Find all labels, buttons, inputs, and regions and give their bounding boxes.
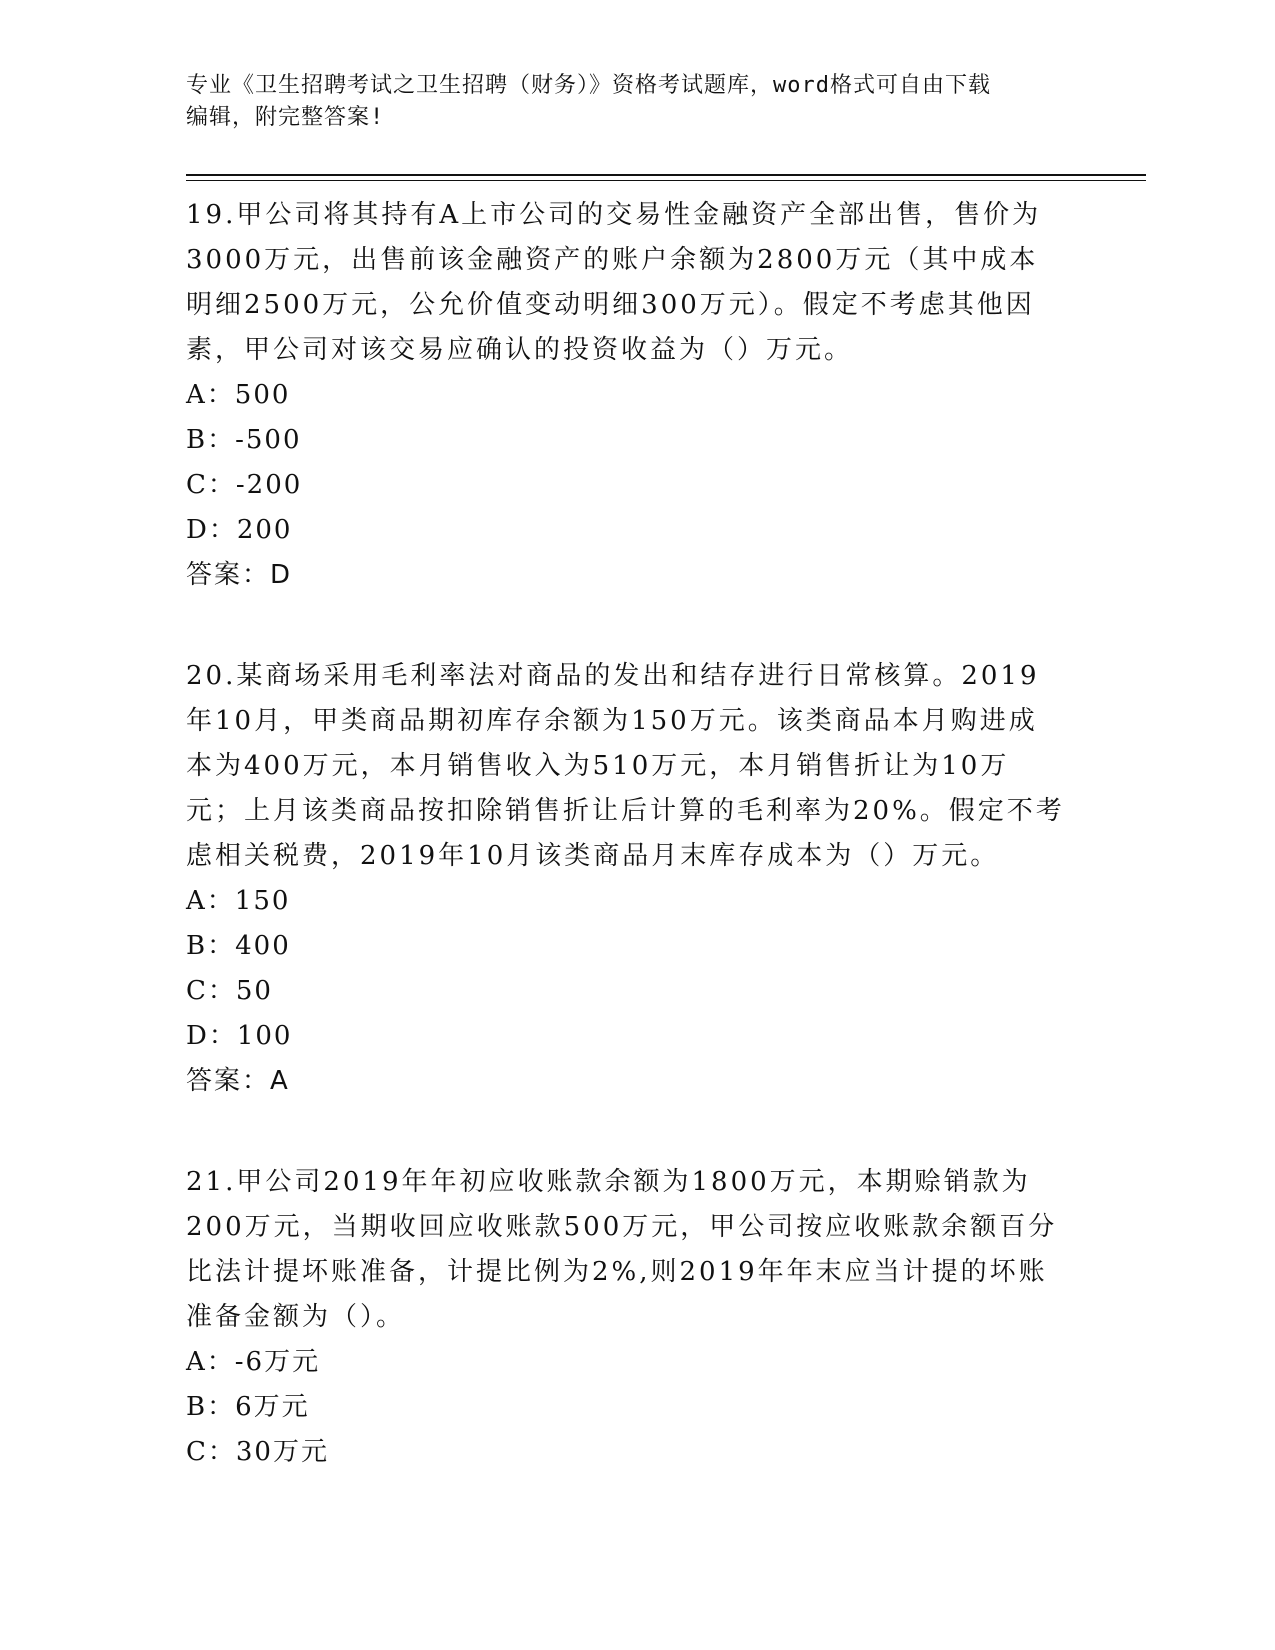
question-20 <box>186 654 1146 1104</box>
spacer <box>186 1104 1146 1148</box>
document-header <box>186 70 1146 134</box>
question-21 <box>186 1160 1146 1475</box>
option-b: B：-500 <box>186 425 302 455</box>
option-b: B：400 <box>186 931 291 961</box>
question-text: 21.甲公司2019年年初应收账款余额为1800万元，本期赊销款为200万元，当期收回应收账款500万元，甲公司按应收账款余额百分比法计提坏账准备，计提比例为2%,则2019年年末应当计提的坏账准备金额为（）。 <box>186 1167 1058 1332</box>
spacer <box>186 598 1146 642</box>
option-b: B：6万元 <box>186 1392 310 1422</box>
answer: 答案：D <box>186 560 293 590</box>
question-text: 19.甲公司将其持有A上市公司的交易性金融资产全部出售，售价为3000万元，出售前该金融资产的账户余额为2800万元（其中成本明细2500万元，公允价值变动明细300万元）。假定不考虑其他因素，甲公司对该交易应确认的投资收益为（）万元。 <box>186 200 1042 365</box>
answer: 答案：A <box>186 1066 290 1096</box>
option-c: C：50 <box>186 976 273 1006</box>
question-text: 20.某商场采用毛利率法对商品的发出和结存进行日常核算。2019年10月，甲类商品期初库存余额为150万元。该类商品本月购进成本为400万元，本月销售收入为510万元，本月销售折让为10万元；上月该类商品按扣除销售折让后计算的毛利率为20%。假定不考虑相关税费，2019年10月该类商品月末库存成本为（）万元。 <box>186 661 1065 871</box>
header-line-2: 编辑，附完整答案! <box>186 105 385 130</box>
header-line-1: 专业《卫生招聘考试之卫生招聘（财务）》资格考试题库，word格式可自由下载 <box>186 73 991 98</box>
option-d: D：100 <box>186 1021 293 1051</box>
document-page <box>186 70 1146 1475</box>
header-divider <box>186 174 1146 181</box>
question-19 <box>186 193 1146 598</box>
option-d: D：200 <box>186 515 293 545</box>
option-c: C：-200 <box>186 470 303 500</box>
option-a: A：500 <box>186 380 291 410</box>
option-a: A：150 <box>186 886 291 916</box>
option-a: A：-6万元 <box>186 1347 321 1377</box>
option-c: C：30万元 <box>186 1437 329 1467</box>
